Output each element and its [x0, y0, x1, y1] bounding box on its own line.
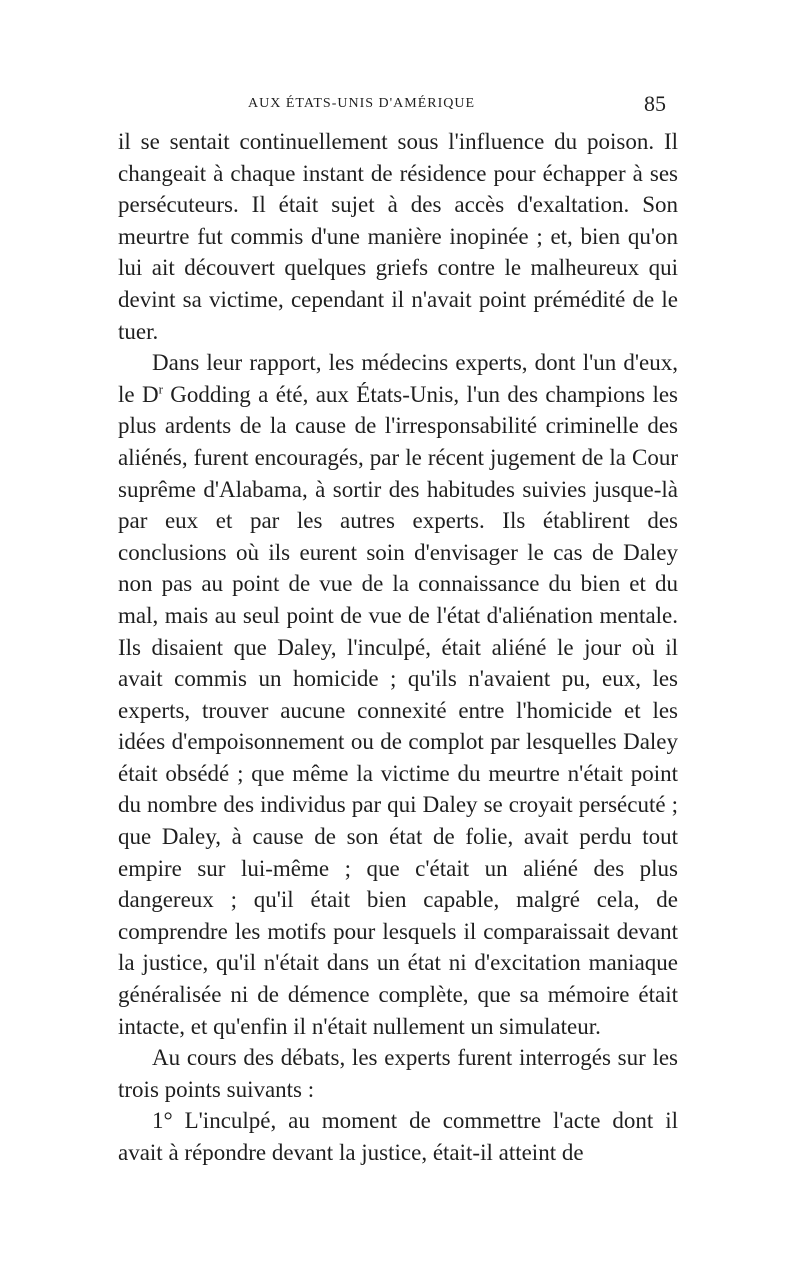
- page-number: 85: [644, 91, 666, 116]
- running-head: AUX ÉTATS-UNIS D'AMÉRIQUE: [248, 96, 476, 111]
- paragraph-expert-report-rest: Godding a été, aux États-Unis, l'un des champions les plus ardents de la cause de l'irresponsabilité criminelle des aliénés, furent encouragés, par le récent jugement de la Cour suprême d'Alabama, à sortir des habitudes suivies jusque-là par eux et par les autres experts. Ils établirent des conclusions où ils eurent soin d'envisager le cas de Daley non pas au point de vue de la connaissance du bien et du mal, mais au seul point de vue de l'état d'aliénation mentale. Ils disaient que Daley, l'inculpé, était aliéné le jour où il avait commis un homicide ; qu'ils n'avaient pu, eux, les experts, trouver aucune connexité entre l'homicide et les idées d'empoisonnement ou de complot par lesquelles Daley était obsédé ; que même la victime du meurtre n'était point du nombre des individus par qui Daley se croyait persécuté ; que Daley, à cause de son état de folie, avait perdu tout empire sur lui-même ; que c'était un aliéné des plus dangereux ; qu'il était bien capable, malgré cela, de comprendre les motifs pour lesquels il comparaissait devant la justice, qu'il n'était dans un état ni d'excitation maniaque généralisée ni de démence complète, que sa mémoire était intacte, et qu'enfin il n'était nullement un simulateur.: [118, 381, 678, 1039]
- body-text: [118, 126, 678, 1169]
- page-header: [118, 91, 678, 119]
- paragraph-expert-report-start: Dans leur rapport, les médecins experts, dont l'un d'eux, le D: [118, 350, 678, 407]
- doctor-abbreviation-superscript: r: [158, 381, 163, 397]
- numbered-point-1: 1° L'inculpé, au moment de commettre l'acte dont il avait à répondre devant la justice, était-il atteint de: [118, 1108, 678, 1165]
- paragraph-expert-report: [118, 347, 678, 1042]
- paragraph-continuation: il se sentait continuellement sous l'influence du poison. Il changeait à chaque instant de résidence pour échapper à ses persécuteurs. Il était sujet à des accès d'exaltation. Son meurtre fut commis d'une manière inopinée ; et, bien qu'on lui ait découvert quelques griefs contre le malheureux qui devint sa victime, cependant il n'avait point prémédité de le tuer.: [118, 129, 678, 344]
- paragraph-debates: Au cours des débats, les experts furent interrogés sur les trois points suivants :: [118, 1045, 678, 1102]
